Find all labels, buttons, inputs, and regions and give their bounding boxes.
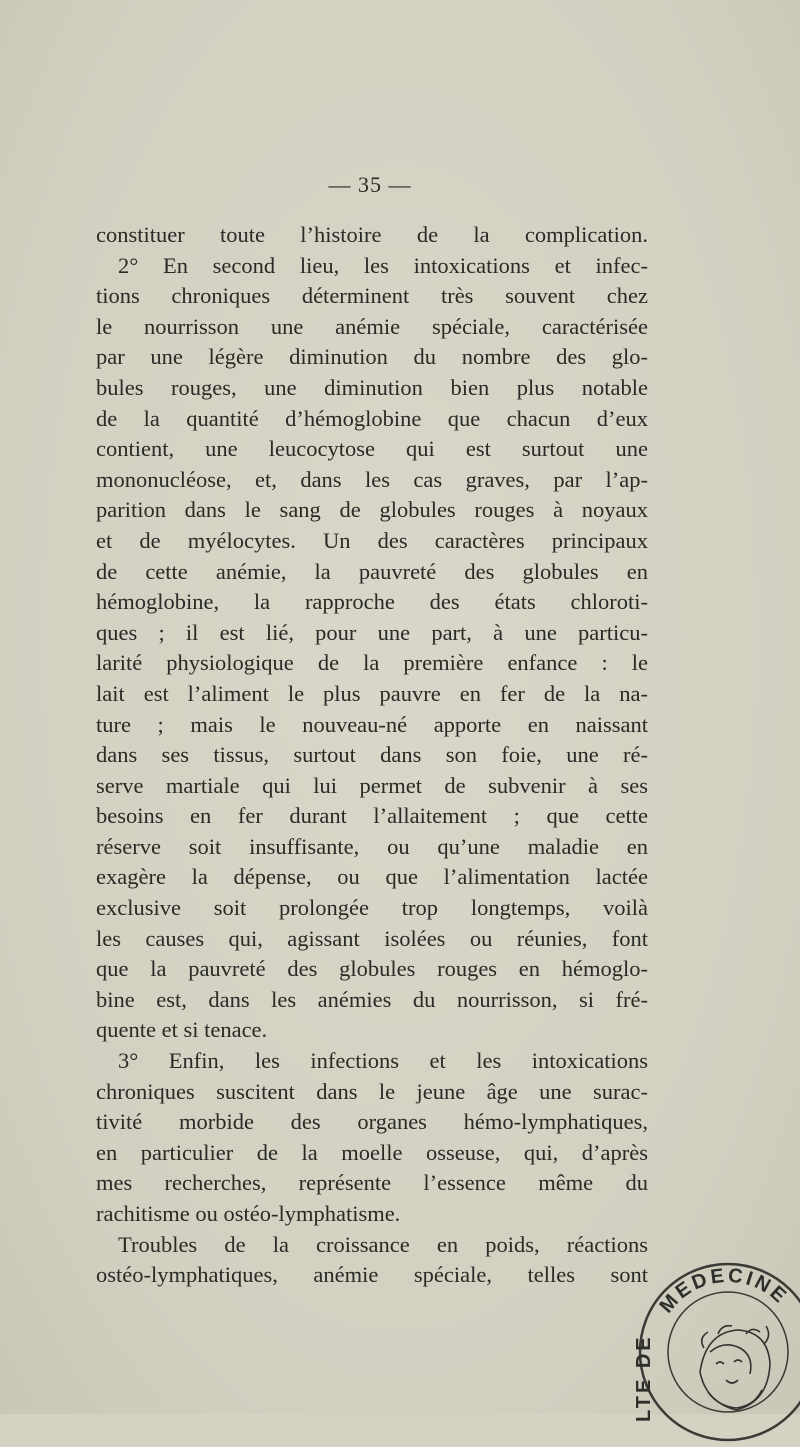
text-line: hémoglobine, la rapproche des états chloroti- [96,589,648,615]
text-line: parition dans le sang de globules rouges à noyaux [96,497,648,523]
text-line: besoins en fer durant l’allaitement ; que cette [96,803,648,829]
text-line: exclusive soit prolongée trop longtemps, voilà [96,895,648,921]
text-line: dans ses tissus, surtout dans son foie, une ré- [96,742,648,768]
text-line: mes recherches, représente l’essence même du [96,1170,648,1196]
text-line: le nourrisson une anémie spéciale, caractérisée [96,313,648,339]
text-line: 2° En second lieu, les intoxications et infec- [118,252,648,278]
text-line: Troubles de la croissance en poids, réactions [118,1231,648,1257]
text-line: contient, une leucocytose qui est surtout une [96,436,648,462]
text-line: ques ; il est lié, pour une part, à une particu- [96,619,648,645]
text-line: mononucléose, et, dans les cas graves, par l’ap- [96,466,648,492]
text-line: par une légère diminution du nombre des glo- [96,344,648,370]
text-line: 3° Enfin, les infections et les intoxications [118,1048,648,1074]
text-line: et de myélocytes. Un des caractères principaux [96,527,648,553]
text-line: les causes qui, agissant isolées ou réunies, font [96,925,648,951]
text-line: tions chroniques déterminent très souvent chez [96,283,648,309]
text-line: de la quantité d’hémoglobine que chacun d’eux [96,405,648,431]
body-text [96,220,648,1291]
svg-text:MEDECINE [655,1265,792,1318]
text-line: bules rouges, une diminution bien plus notable [96,374,648,400]
text-line: larité physiologique de la première enfance : le [96,650,648,676]
text-line: ostéo-lymphatiques, anémie spéciale, telles sont [96,1262,648,1288]
text-line: en particulier de la moelle osseuse, qui, d’après [96,1139,648,1165]
text-line: tivité morbide des organes hémo-lymphatiques, [96,1109,648,1135]
text-line: que la pauvreté des globules rouges en hémoglo- [96,956,648,982]
text-line: réserve soit insuffisante, ou qu’une maladie en [96,833,648,859]
text-line: bine est, dans les anémies du nourrisson, si fré- [96,986,648,1012]
text-line: quente et si tenace. [96,1017,268,1043]
text-line: serve martiale qui lui permet de subvenir à ses [96,772,648,798]
text-line: ture ; mais le nouveau-né apporte en naissant [96,711,648,737]
text-line: rachitisme ou ostéo-lymphatisme. [96,1201,401,1226]
text-line: constituer toute l’histoire de la complication. [96,222,648,247]
text-line: exagère la dépense, ou que l’alimentation lactée [96,864,648,890]
page-number: — 35 — [328,172,412,197]
stamp-text: MEDECINE [655,1264,793,1318]
text-line: chroniques suscitent dans le jeune âge une surac- [96,1078,648,1104]
text-line: de cette anémie, la pauvreté des globules en [96,558,648,584]
stamp-side-text: LTE DE [633,1334,655,1422]
text-line: lait est l’aliment le plus pauvre en fer de la na- [96,680,648,706]
